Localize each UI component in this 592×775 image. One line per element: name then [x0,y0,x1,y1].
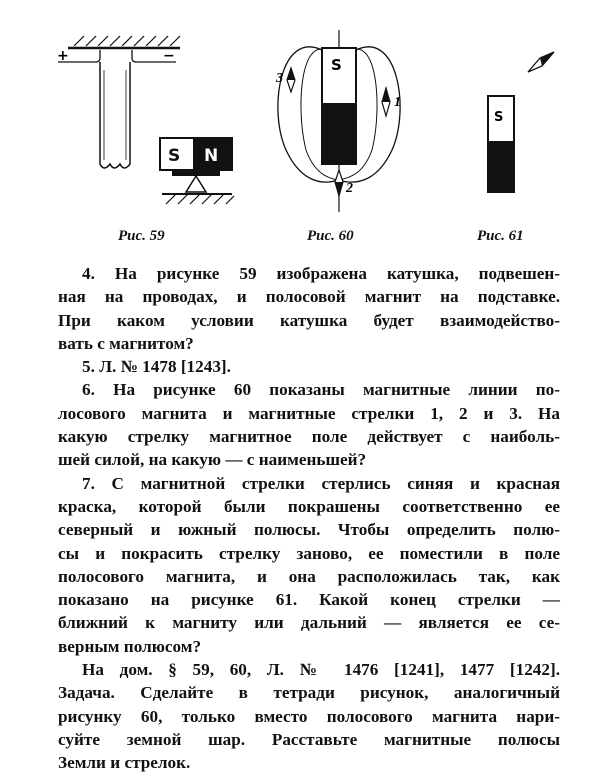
text-line: 5. Л. № 1478 [1243]. [82,357,231,377]
fig61-drawing [488,52,554,192]
text-line: суйте земной шар. Расставьте магнитные полюсы [58,729,560,749]
fig60-magnet-s-label: S [331,56,342,74]
fig60-arrow-2 [335,170,343,196]
fig59-caption: Рис. 59 [118,228,165,244]
text-line: северный и южный полюсы. Чтобы определить полю- [58,520,560,540]
text-line: рисунку 60, только вместо полосового магнита нари- [58,706,560,726]
fig60-arrow-1-label: 1 [394,95,401,110]
text-line: ближний к магниту или дальний — является ее се- [58,613,560,633]
text-line: верным полюсом? [58,636,202,656]
fig59-drawing [57,36,234,204]
exercise-text [58,262,560,775]
text-line: лосового магнита и магнитные стрелки 1, 2 и 3. На [58,403,560,423]
fig60-drawing [275,30,401,212]
fig59-magnet-s-label: S [168,146,181,166]
figures-area [0,0,592,258]
fig61-compass-needle [528,52,554,72]
text-line: Задача. Сделайте в тетради рисунок, аналогичный [58,683,560,703]
fig60-arrow-1 [382,88,390,116]
text-line: какую стрелку магнитное поле действует с наиболь- [58,427,560,447]
text-line: 6. На рисунке 60 показаны магнитные линии по- [82,380,560,400]
fig60-arrow-3 [287,68,295,92]
fig60-arrow-3-label: 3 [276,71,283,86]
fig60-arrow-2-label: 2 [346,181,353,196]
text-line: сы и покрасить стрелку заново, ее поместили в поле [58,543,560,563]
text-line: полосового магнита, и она расположилась так, как [58,566,560,586]
fig59-magnet-n-label: N [204,146,219,166]
text-line: ная на проводах, и полосовой магнит на подставке. [58,287,560,307]
fig59-minus-sign: − [163,48,175,64]
fig59-plus-sign: + [57,48,69,64]
fig61-magnet-s-label: S [494,110,504,125]
text-line: Земли и стрелок. [58,753,191,773]
text-line: При каком условии катушка будет взаимодейство- [58,310,560,330]
text-line: 4. На рисунке 59 изображена катушка, подвешен- [82,264,560,283]
text-line: 7. С магнитной стрелки стерлись синяя и красная [82,473,560,493]
fig60-caption: Рис. 60 [307,228,354,244]
text-line: краска, которой были покрашены соответственно ее [58,496,560,516]
fig61-caption: Рис. 61 [477,228,524,244]
text-line: показано на рисунке 61. Какой конец стрелки — [58,590,560,610]
text-line: шей силой, на какую — с наименьшей? [58,450,367,470]
text-line: вать с магнитом? [58,333,194,353]
homework-line: На дом. § 59, 60, Л. № 1476 [1241], 1477 [1242]. [82,660,560,680]
